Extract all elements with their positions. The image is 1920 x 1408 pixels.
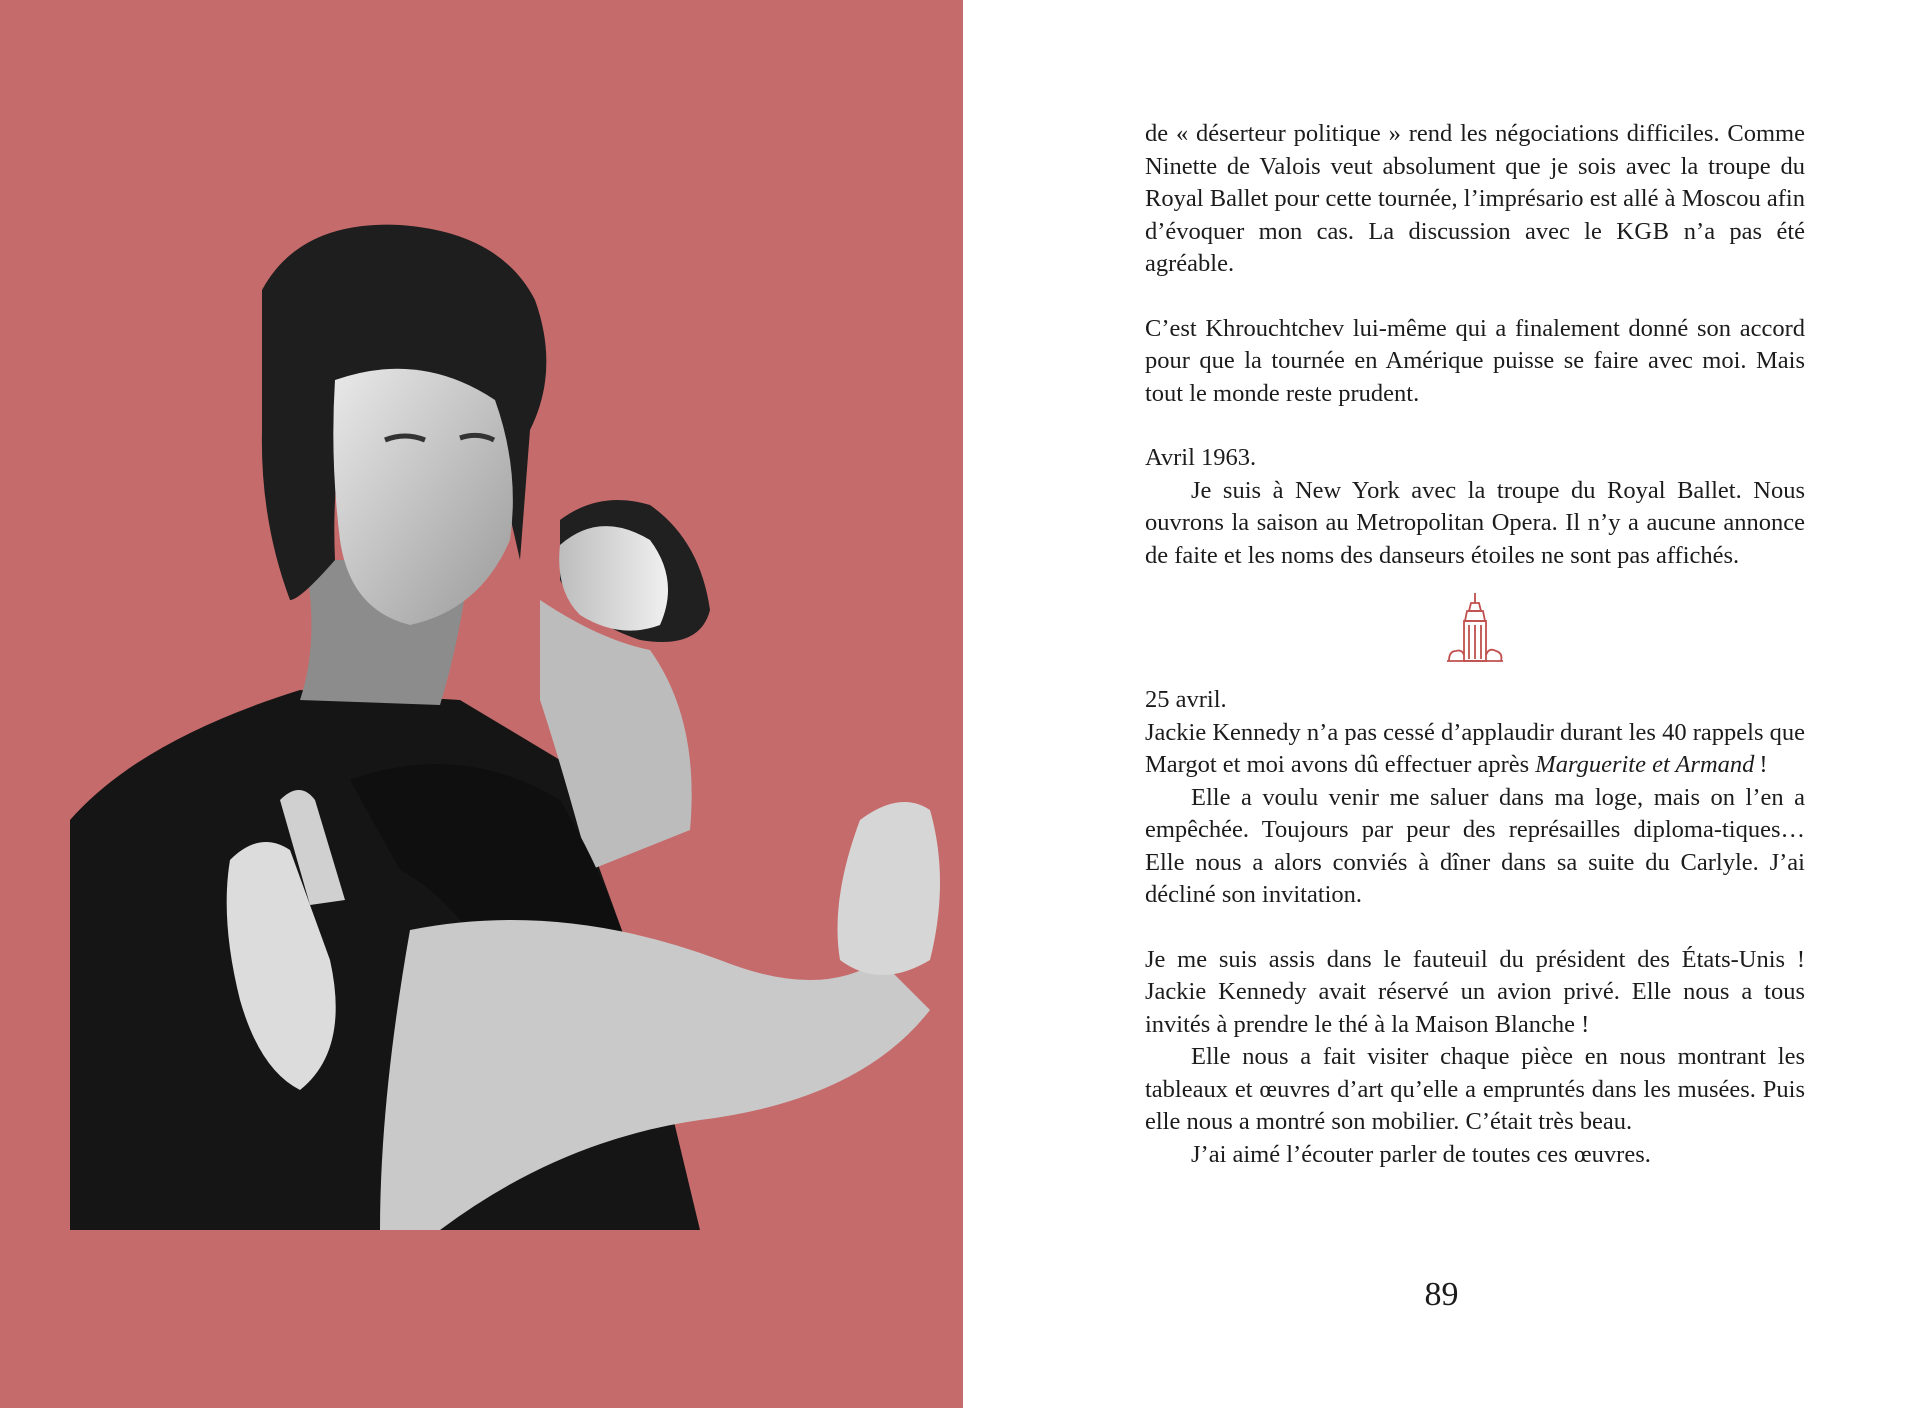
right-page (963, 0, 1920, 1408)
body-text (1145, 118, 1805, 1171)
kgb-acronym: KGB (1616, 217, 1670, 245)
skyscraper-icon (1445, 591, 1505, 665)
paragraph: Je me suis assis dans le fauteuil du président des États-Unis ! Jackie Kennedy avait réservé un avion privé. Elle nous a tous invités à prendre le thé à la Maison Blanche ! (1145, 945, 1805, 1038)
ballet-title: Marguerite et Armand (1535, 751, 1755, 778)
paragraph: J’ai aimé l’écouter parler de toutes ces œuvres. (1191, 1140, 1651, 1168)
date-heading: Avril 1963. (1145, 444, 1257, 471)
ornament (1145, 572, 1805, 684)
paragraph: C’est Khrouchtchev lui-même qui a finalement donné son accord pour que la tournée en Amérique puisse se faire avec moi. Mais tout le monde reste prudent. (1145, 314, 1805, 407)
paragraph: Elle nous a fait visiter chaque pièce en nous montrant les tableaux et œuvres d’art qu’elle a empruntés dans les musées. Puis elle nous a montré son mobilier. C’était très beau. (1145, 1043, 1805, 1135)
paragraph: Elle a voulu venir me saluer dans ma loge, mais on l’en a empêchée. Toujours par peur des représailles diploma-tiques… Elle nous a alors conviés à dîner dans sa suite du Carlyle. J’ai décliné son invitation. (1145, 783, 1805, 908)
paragraph: de « déserteur politique » rend les négociations difficiles. Comme Ninette de Valois veut absolument que je sois avec la troupe du Royal Ballet pour cette tournée, l’imprésario est allé à Moscou afin d’évoquer mon cas. La discussion avec le KGB n’a pas été agréable. (1145, 120, 1805, 277)
page-number: 89 (1424, 1276, 1459, 1313)
paragraph: Je suis à New York avec la troupe du Royal Ballet. Nous ouvrons la saison au Metropolitan Opera. Il n’y a aucune annonce de faite et les noms des danseurs étoiles ne sont pas affichés. (1145, 476, 1805, 569)
date-heading: 25 avril. (1145, 686, 1227, 713)
paragraph: Jackie Kennedy n’a pas cessé d’applaudir durant les 40 rappels que Margot et moi avons dû effectuer après Marguerite et Armand ! (1145, 718, 1805, 778)
